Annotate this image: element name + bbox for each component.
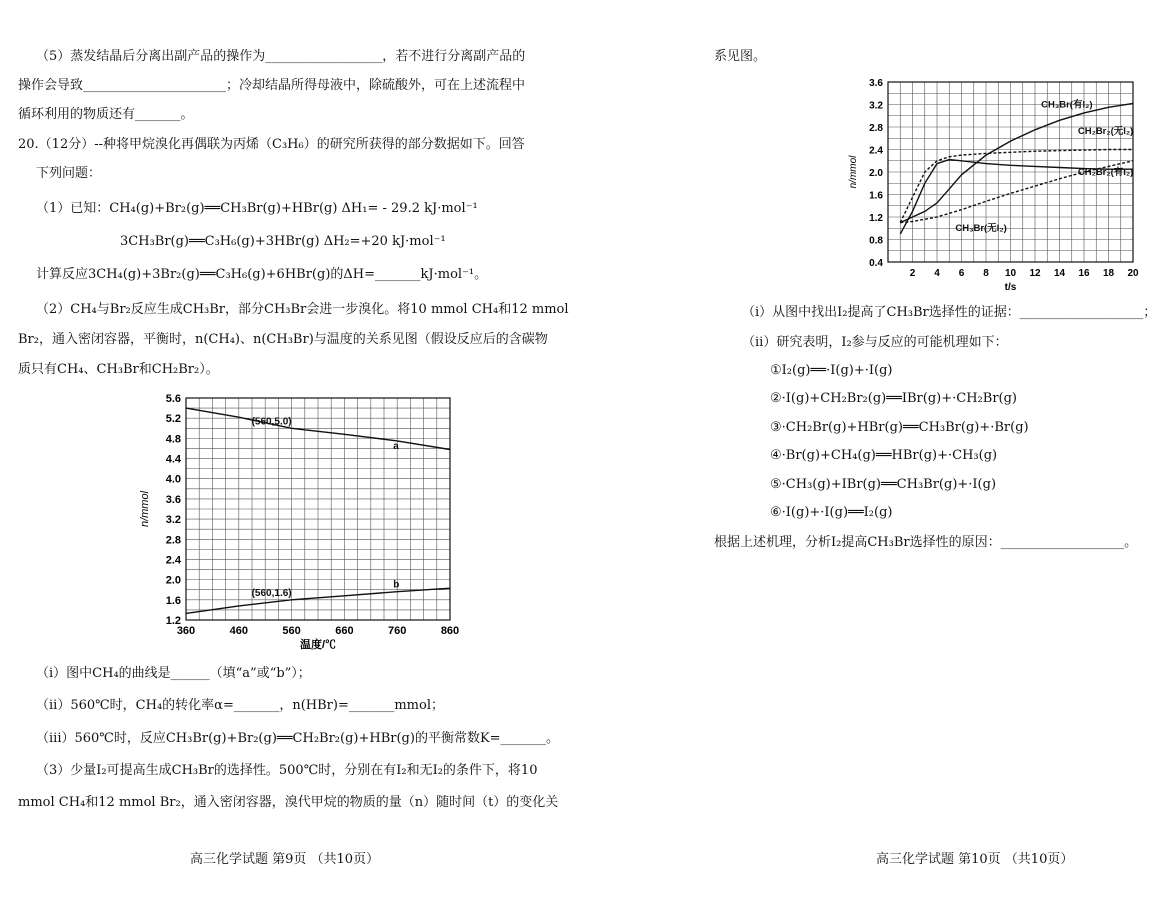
x-tick-label: 860 [440,625,460,637]
q20-2-ii: （ii）560℃时，CH₄的转化率α=_______，n(HBr)=_______mmol； [36,698,444,713]
q5-line3: 循环利用的物质还有_______。 [18,107,194,122]
y-tick-label: 0.4 [869,258,883,269]
y-tick-label: 3.6 [869,78,883,89]
q20-2-i: （i）图中CH₄的曲线是______（填“a”或“b”）； [36,666,311,681]
x-tick-label: 360 [176,625,196,637]
q20-intro-line1: 20.（12分）--种将甲烷溴化再偶联为丙烯（C₃H₆）的研究所获得的部分数据如下。回答 [18,137,525,152]
x-tick-label: 760 [388,625,407,637]
temperature-chart [130,388,470,658]
x-tick-label: 660 [335,625,354,637]
q20-3-line1: （3）少量I₂可提高生成CH₃Br的选择性。500℃时，分别在有I₂和无I₂的条件下，将10 [36,763,538,778]
annotation-label: (560,1.6) [251,587,292,599]
x-tick-label: 10 [1004,268,1017,279]
q20-2-line3: 质只有CH₄、CH₃Br和CH₂Br₂）。 [18,362,219,377]
x-tick-label: 460 [229,625,248,637]
x-axis-label: t/s [1004,282,1017,293]
y-tick-label: 2.4 [869,145,883,157]
series-line-0 [900,103,1133,222]
q20-3-reason: 根据上述机理，分析I₂提高CH₃Br选择性的原因：___________________。 [714,535,1138,550]
y-tick-label: 4.8 [165,433,181,446]
series-label: CH₂Br₂(有I₂) [1077,166,1134,178]
x-tick-label: 8 [983,268,989,279]
time-chart [838,72,1148,294]
y-tick-label: 1.2 [165,615,181,627]
x-tick-label: 2 [909,268,916,279]
y-tick-label: 3.2 [869,100,883,112]
y-tick-label: 1.6 [165,594,181,607]
y-tick-label: 2.8 [165,534,181,547]
y-tick-label: 1.6 [869,190,883,202]
y-tick-label: 2.8 [869,123,883,134]
y-tick-label: 1.2 [869,213,883,224]
q20-2-line2: Br₂，通入密闭容器，平衡时，n(CH₄)、n(CH₃Br)与温度的关系见图（假设反应后的含碳物 [18,332,548,347]
q20-2-line1: （2）CH₄与Br₂反应生成CH₃Br，部分CH₃Br会进一步溴化。将10 mmol CH₄和12 mmol [36,302,569,317]
x-tick-label: 14 [1053,268,1066,279]
x-tick-label: 18 [1102,268,1115,279]
q20-3-cont: 系见图。 [714,49,767,64]
y-tick-label: 3.2 [165,514,181,527]
q20-3-line2: mmol CH₄和12 mmol Br₂，通入密闭容器，溴代甲烷的物质的量（n）随时间（t）的变化关 [18,795,559,810]
q20-1-eq2: 3CH₃Br(g)══C₃H₆(g)+3HBr(g) ΔH₂=+20 kJ·mol⁻¹ [120,234,446,249]
annotation-label: b [393,579,400,591]
y-axis-label: n/mmol [848,155,859,189]
annotation-label: a [393,440,399,452]
mechanism-step-6: ⑥·I(g)+·I(g)══I₂(g) [770,505,893,520]
mechanism-step-4: ④·Br(g)+CH₄(g)══HBr(g)+·CH₃(g) [770,448,998,463]
mechanism-step-1: ①I₂(g)══·I(g)+·I(g) [770,363,893,378]
y-tick-label: 0.8 [869,235,883,247]
y-tick-label: 4.0 [165,473,181,486]
y-tick-label: 2.0 [165,574,181,587]
y-axis-label: n/mmol [139,490,151,528]
left-page-footer: 高三化学试题 第9页 （共10页） [190,852,380,867]
y-tick-label: 3.6 [165,493,181,506]
q5-line1: （5）蒸发结晶后分离出副产品的操作为__________________，若不进行分离副产品的 [36,49,526,64]
q5-line2: 操作会导致______________________；冷却结晶所得母液中，除硫酸外，可在上述流程中 [18,78,526,93]
x-tick-label: 20 [1127,268,1139,279]
right-page-footer: 高三化学试题 第10页 （共10页） [876,852,1074,867]
y-tick-label: 5.2 [165,413,181,426]
q20-intro-line2: 下列问题： [36,166,102,181]
x-tick-label: 6 [958,268,965,279]
q20-2-iii: （iii）560℃时，反应CH₃Br(g)+Br₂(g)══CH₂Br₂(g)+HBr(g)的平衡常数K=_______。 [36,731,560,746]
x-tick-label: 16 [1078,268,1090,279]
y-tick-label: 2.0 [869,168,883,179]
y-tick-label: 2.4 [165,554,181,567]
mechanism-step-3: ③·CH₂Br(g)+HBr(g)══CH₃Br(g)+·Br(g) [770,420,1029,435]
mechanism-step-5: ⑤·CH₃(g)+IBr(g)══CH₃Br(g)+·I(g) [770,477,997,492]
x-tick-label: 560 [282,625,301,637]
series-label: CH₂Br₂(无I₂) [1077,125,1134,137]
q20-3-ii: （ii）研究表明，I₂参与反应的可能机理如下： [742,335,1008,350]
x-tick-label: 12 [1029,268,1041,279]
q20-1-calc: 计算反应3CH₄(g)+3Br₂(g)══C₃H₆(g)+6HBr(g)的ΔH=_______kJ·mol⁻¹。 [36,267,488,282]
series-label: CH₃Br(有I₂) [1041,99,1093,111]
y-tick-label: 5.6 [165,393,181,405]
q20-3-i: （i）从图中找出I₂提高了CH₃Br选择性的证据：___________________； [742,305,1157,320]
mechanism-step-2: ②·I(g)+CH₂Br₂(g)══IBr(g)+·CH₂Br(g) [770,391,1017,406]
x-tick-label: 4 [934,268,940,279]
q20-1-eq1: （1）已知：CH₄(g)+Br₂(g)══CH₃Br(g)+HBr(g) ΔH₁= - 29.2 kJ·mol⁻¹ [36,201,478,216]
annotation-label: (560,5.0) [251,416,292,428]
y-tick-label: 4.4 [165,453,181,466]
x-axis-label: 温度/℃ [299,639,337,651]
series-label: CH₃Br(无I₂) [955,223,1007,235]
